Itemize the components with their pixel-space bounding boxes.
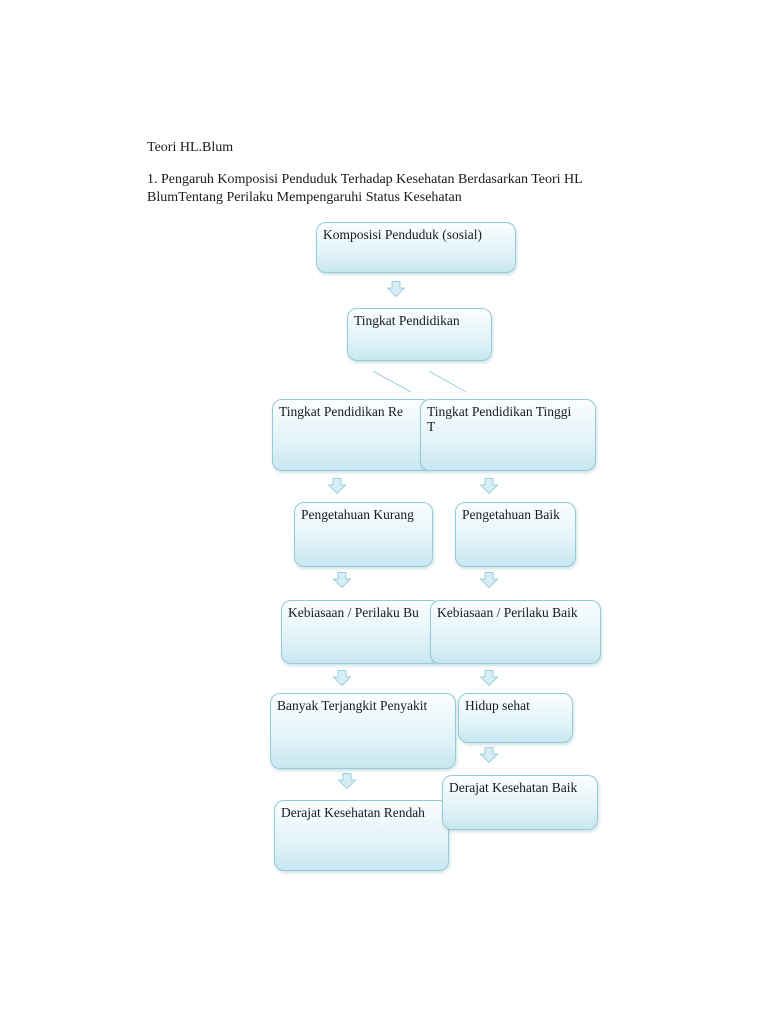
node-pengetahuan-kurang-label: Pengetahuan Kurang [301, 507, 414, 522]
arrow-down-icon [333, 670, 351, 686]
arrow-down-icon [480, 572, 498, 588]
node-perilaku-baik-label: Kebiasaan / Perilaku Baik [437, 605, 578, 620]
node-pendidikan-rendah [272, 399, 432, 471]
node-tingkat-pendidikan-label: Tingkat Pendidikan [354, 313, 460, 328]
arrow-down-icon [480, 670, 498, 686]
node-pengetahuan-baik [455, 502, 576, 567]
arrow-down-icon [480, 747, 498, 763]
intro-line-2: BlumTentang Perilaku Mempengaruhi Status Kesehatan [147, 190, 462, 205]
node-tingkat-pendidikan [347, 308, 492, 361]
arrow-down-icon [480, 478, 498, 494]
node-komposisi-penduduk [316, 222, 516, 273]
node-derajat-rendah [274, 800, 449, 871]
node-pendidikan-tinggi [420, 399, 596, 471]
intro-line-1: 1. Pengaruh Komposisi Penduduk Terhadap Kesehatan Berdasarkan Teori HL [147, 172, 583, 187]
node-pendidikan-rendah-label: Tingkat Pendidikan Re [279, 404, 404, 419]
node-hidup-sehat-label: Hidup sehat [465, 698, 530, 713]
arrow-down-icon [387, 281, 405, 297]
node-derajat-baik-label: Derajat Kesehatan Baik [449, 780, 578, 795]
node-perilaku-buruk-label: Kebiasaan / Perilaku Bu [288, 605, 419, 620]
arrow-down-icon [338, 773, 356, 789]
node-hidup-sehat [458, 693, 573, 743]
document-heading: Teori HL.Blum [147, 140, 234, 155]
node-pendidikan-tinggi-overflow: T [427, 419, 436, 434]
node-terjangkit-penyakit-label: Banyak Terjangkit Penyakit [277, 698, 428, 713]
node-terjangkit-penyakit [270, 693, 456, 769]
node-perilaku-baik [430, 600, 601, 664]
node-perilaku-buruk [281, 600, 441, 664]
node-pengetahuan-kurang [294, 502, 433, 567]
node-komposisi-penduduk-label: Komposisi Penduduk (sosial) [323, 227, 483, 242]
arrow-down-icon [333, 572, 351, 588]
connector-to-rendah [373, 371, 411, 392]
node-pengetahuan-baik-label: Pengetahuan Baik [462, 507, 560, 522]
node-pendidikan-tinggi-label: Tingkat Pendidikan Tinggi [427, 404, 572, 419]
connector-to-tinggi [429, 371, 466, 392]
node-derajat-baik [442, 775, 598, 830]
node-derajat-rendah-label: Derajat Kesehatan Rendah [281, 805, 425, 820]
arrow-down-icon [328, 478, 346, 494]
